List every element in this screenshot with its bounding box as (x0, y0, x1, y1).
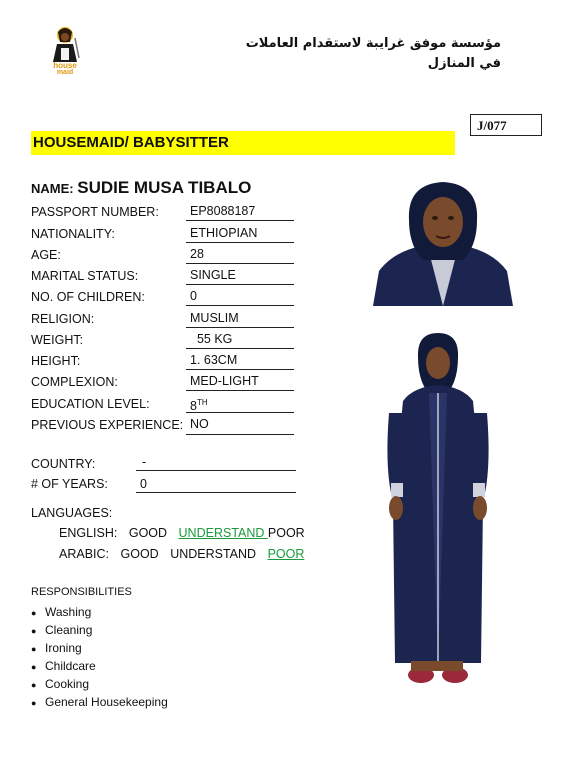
field-value: NO (186, 415, 294, 435)
field-label: RELIGION: (31, 312, 95, 326)
english-understand-selected: UNDERSTAND (178, 526, 268, 540)
field-value: MUSLIM (186, 309, 294, 328)
field-label: WEIGHT: (31, 333, 84, 347)
field-value: 55 KG (186, 330, 294, 349)
field-value: ETHIOPIAN (186, 224, 294, 243)
full-body-photo (383, 333, 493, 689)
field-value: 1. 63CM (186, 351, 294, 370)
job-title-banner: HOUSEMAID/ BABYSITTER (31, 131, 455, 155)
name-value: SUDIE MUSA TIBALO (77, 178, 252, 197)
arabic-poor-selected: POOR (267, 547, 305, 561)
field-label: HEIGHT: (31, 354, 81, 368)
responsibilities-title: RESPONSIBILITIES (31, 586, 132, 598)
field-value-education (186, 394, 294, 413)
logo-text-2: maid (56, 69, 74, 74)
education-level-value: 8 (190, 399, 197, 414)
portrait-photo (373, 176, 513, 306)
field-label: COMPLEXION: (31, 375, 118, 389)
name-row (31, 178, 251, 198)
years-label: # OF YEARS: (31, 477, 108, 491)
languages-title: LANGUAGES: (31, 506, 113, 520)
field-value: 28 (186, 245, 294, 264)
agency-name-arabic (246, 34, 501, 74)
list-item: ● Cleaning (31, 623, 93, 637)
english-good: GOOD (128, 526, 168, 540)
field-label: MARITAL STATUS: (31, 269, 139, 283)
arabic-row (59, 545, 312, 563)
list-item: ● Cooking (31, 677, 90, 691)
list-item: ● General Housekeeping (31, 695, 168, 709)
arabic-good: GOOD (120, 547, 159, 561)
list-item: ● Ironing (31, 641, 82, 655)
name-label: NAME: (31, 181, 74, 196)
country-label: COUNTRY: (31, 457, 96, 471)
education-level-suffix: TH (196, 398, 208, 407)
field-label: PREVIOUS EXPERIENCE: (31, 418, 184, 432)
field-value: SINGLE (186, 266, 294, 285)
field-value: MED-LIGHT (186, 372, 294, 391)
country-value: - (136, 453, 296, 471)
english-poor: POOR (267, 526, 305, 540)
english-row (59, 524, 313, 542)
list-item: ● Childcare (31, 659, 96, 673)
arabic-label: ARABIC: (59, 547, 110, 561)
english-label: ENGLISH: (59, 526, 118, 540)
field-label: PASSPORT NUMBER: (31, 205, 159, 219)
years-value: 0 (136, 475, 296, 493)
field-label: NO. OF CHILDREN: (31, 290, 145, 304)
agency-name-line1: مؤسسة موفق غرايبة لاستقدام العاملات (245, 36, 501, 51)
reference-code: J/077 (470, 114, 542, 136)
responsibilities-list (31, 603, 168, 711)
field-value: 0 (186, 287, 294, 306)
field-label: EDUCATION LEVEL: (31, 397, 150, 411)
agency-name-line2: في المنازل (427, 56, 501, 71)
field-label: NATIONALITY: (31, 227, 115, 241)
field-value: EP8088187 (186, 202, 294, 221)
logo-text-1: house (53, 61, 77, 70)
housemaid-logo (48, 24, 82, 74)
field-label: AGE: (31, 248, 61, 262)
list-item: ● Washing (31, 605, 92, 619)
arabic-understand: UNDERSTAND (170, 547, 257, 561)
